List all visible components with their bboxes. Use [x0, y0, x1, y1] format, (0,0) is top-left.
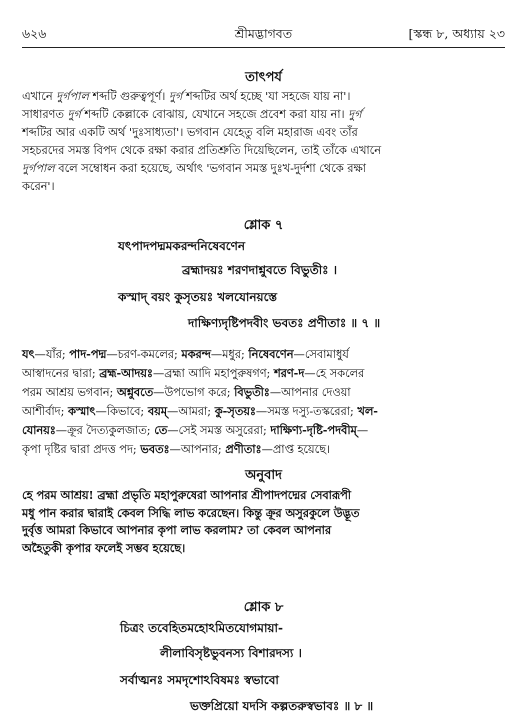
text-run: —চরণ-কমলের; [106, 348, 182, 361]
emphasis: দুর্গ [168, 90, 183, 103]
text-run: শব্দটির আর একটি অর্থ 'দুঃসাধ্যতা'। ভগবান যেহেতু বলি মহারাজ এবং তাঁর [22, 126, 358, 139]
verse-7-heading: শ্লোক ৭ [243, 218, 284, 233]
term: শরণ-দ [273, 366, 305, 380]
term: প্রণীতাঃ [225, 442, 262, 456]
text-run: সাধারণত [22, 108, 68, 121]
text-run: আশীর্বাদ; [22, 405, 68, 418]
text-line [22, 440, 505, 459]
text-run: —প্রাপ্ত হয়েছে। [261, 443, 331, 456]
text-line [22, 124, 505, 142]
purport-body [22, 88, 505, 196]
term: তে [154, 423, 168, 437]
text-run: বলে সম্বোধন করা হয়েছে, অর্থাৎ 'ভগবান সমস্ত দুঃখ-দুর্দশা থেকে রক্ষা [54, 162, 366, 175]
term: ব্রহ্ম-আদয়ঃ [99, 366, 153, 380]
text-run: সহচরদের সমস্ত বিপদ থেকে রক্ষা করার প্রতিশ্রুতি দিয়েছিলেন, তাই তাঁকে এখানে [22, 144, 381, 157]
text-line [22, 142, 505, 160]
text-run: শব্দটির অর্থ হচ্ছে 'যা সহজে যায় না'। [182, 90, 351, 103]
term: কস্মাৎ [68, 404, 96, 418]
verse-7-synonyms [22, 345, 505, 459]
text-line [22, 402, 505, 421]
chapter-reference: [স্কন্ধ ৮, অধ্যায় ২৩ [408, 26, 505, 41]
verse-8-line-3: সর্বাত্মনঃ সমদৃশোঽবিষমঃ স্বভাবো [120, 673, 279, 687]
term: বয়ম্ [147, 404, 168, 418]
text-run: পরম আশ্রয় ভগবান; [22, 386, 117, 399]
emphasis: দুর্গপাল [22, 162, 55, 175]
text-run: —উপভোগ করে; [153, 386, 235, 399]
header-rule [22, 47, 505, 48]
translation-line-1: হে পরম আশ্রয়! ব্রহ্মা প্রভৃতি মহাপুরুষেরা আপনার শ্রীপাদপদ্মের সেবারূপী [22, 488, 352, 502]
emphasis: দুর্গপাল [56, 90, 89, 103]
verse-8-line-1: চিত্রং তবেহিতমহোঽমিতযোগমায়া- [120, 621, 283, 635]
text-line [22, 106, 505, 124]
page-header [22, 26, 505, 46]
verse-8-line-4: ভক্তপ্রিয়ো যদসি কল্পতরুস্বভাবঃ ॥ ৮ ॥ [190, 699, 374, 713]
term: মকরন্দ [181, 347, 211, 361]
text-run: কৃপা দৃষ্টির দ্বারা প্রদত্ত পদ; [22, 443, 141, 456]
text-line [22, 160, 505, 178]
text-line [22, 364, 505, 383]
translation-line-2: মধু পান করার দ্বারাই কেবল সিদ্ধি লাভ করেছেন। কিন্তু ক্রূর অসুরকুলে উদ্ভূত [22, 505, 360, 520]
term: কু-সৃতয়ঃ [214, 404, 256, 418]
page-number: ৬২৬ [22, 26, 47, 41]
term: ভবতঃ [140, 442, 170, 456]
text-run: —আমরা; [167, 405, 215, 418]
text-run: —ক্রূর দৈত্যকুলজাত; [55, 424, 155, 437]
translation-line-4: অহৈতুকী কৃপার ফলেই সম্ভব হয়েছে। [22, 540, 186, 555]
verse-7-line-4: দাক্ষিণ্যদৃষ্টিপদবীং ভবতঃ প্রণীতাঃ ॥ ৭ ॥ [188, 316, 381, 330]
text-run: শব্দটি কেল্লাকে বোঝায়, যেখানে সহজে প্রবেশ করা যায় না। [80, 108, 349, 121]
text-run: —সেই সমস্ত অসুরেরা; [167, 424, 271, 437]
text-run: আস্বাদনের দ্বারা; [22, 367, 100, 380]
term: দাক্ষিণ্য-দৃষ্টি-পদবীম্ [270, 423, 357, 437]
text-run: —যাঁর; [34, 348, 70, 361]
text-run: —মধুর; [210, 348, 249, 361]
term: যোনয়ঃ [22, 423, 56, 437]
term: বিভুতীঃ [234, 385, 270, 399]
text-run: শব্দটি গুরুত্বপূর্ণ। [88, 90, 169, 103]
text-run: —সমস্ত দস্যু-তস্করেরা; [255, 405, 358, 418]
purport-heading: তাৎপর্য [245, 70, 282, 85]
term: খল- [357, 404, 378, 418]
translation-line-3: দুর্বৃত্ত আমরা কিভাবে আপনার কৃপা লাভ করলাম? তা কেবল আপনার [22, 523, 332, 537]
term: পাদ-পদ্ম [69, 347, 107, 361]
text-line [22, 178, 505, 196]
verse-8-line-2: লীলাবিসৃষ্টভুবনস্য বিশারদস্য । [160, 646, 302, 660]
verse-8-heading: শ্লোক ৮ [243, 600, 284, 615]
text-run: —হে সকলের [304, 367, 365, 380]
text-run: —সেবামাধুর্য [293, 348, 349, 361]
text-run: — [356, 424, 369, 437]
text-line [22, 421, 505, 440]
text-run: করেন'। [22, 180, 55, 193]
text-run: —আপনার; [169, 443, 226, 456]
running-title: শ্রীমদ্ভাগবত [234, 26, 293, 41]
term: অশ্নুবতে [116, 385, 154, 399]
text-run: —আপনার দেওয়া [269, 386, 351, 399]
emphasis: দুর্গ [67, 108, 81, 121]
text-line [22, 345, 505, 364]
translation-body [22, 487, 505, 557]
text-line [22, 383, 505, 402]
emphasis: দুর্গ [348, 108, 362, 121]
term: যৎ [22, 347, 35, 361]
text-run: —কিভাবে; [95, 405, 148, 418]
verse-7-line-3: কস্মাদ্ বয়ং কুসৃতয়ঃ খলযোনয়স্তে [118, 290, 278, 304]
text-run: —ব্রহ্মা আদি মহাপুরুষগণ; [152, 367, 274, 380]
verse-7-line-1: যৎপাদপদ্মমকরন্দনিষেবণেন [118, 239, 246, 253]
text-line [22, 88, 505, 106]
term: নিষেবণেন [248, 347, 294, 361]
verse-7-line-2: ব্রহ্মাদয়ঃ শরণদাশ্নুবতে বিভুতীঃ । [182, 263, 338, 277]
text-run: এখানে [22, 90, 57, 103]
translation-heading: অনুবাদ [245, 468, 282, 483]
